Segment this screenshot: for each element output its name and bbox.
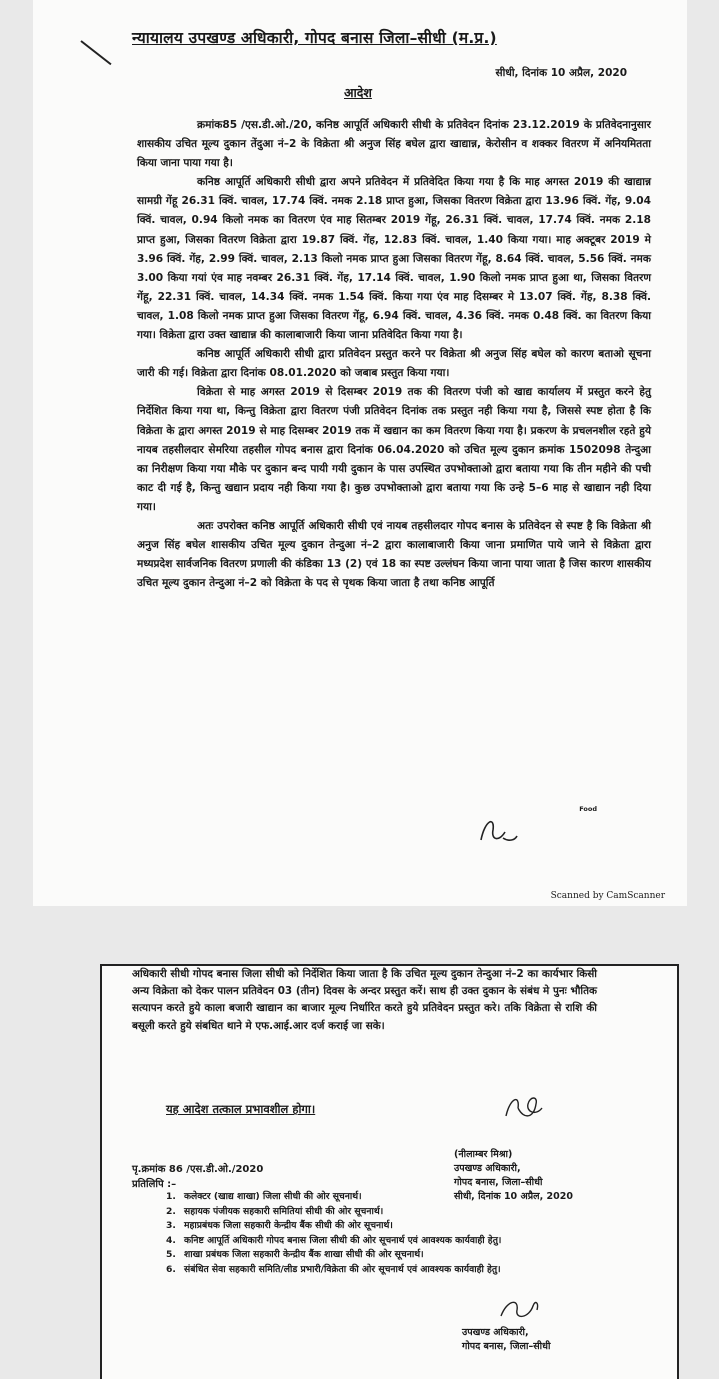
list-item: 1. कलेक्टर (खाद्य शाखा) जिला सीधी की ओर सूचनार्थ। <box>166 1191 362 1202</box>
list-item: 5. शाखा प्रबंधक जिला सहकारी केन्द्रीय बैंक शाखा सीधी की ओर सूचनार्थ। <box>166 1249 424 1260</box>
order-heading: आदेश <box>344 85 372 100</box>
court-title: न्यायालय उपखण्ड अधिकारी, गोपद बनास जिला–सीधी (म.प्र.) <box>132 29 497 47</box>
footer-tag: Food <box>579 805 597 813</box>
final-signature-mark <box>497 1294 543 1324</box>
continuation-paragraph: अधिकारी सीधी गोपद बनास जिला सीधी को निर्देशित किया जाता है कि उचित मूल्य दुकान तेन्दुआ नं–2 का कार्यभार किसी अन्य विक्रेता को देकर पालन प्रतिवेदन 03 (तीन) दिवस के अन्दर प्रस्तुत करें। साथ ही उक्त दुकान के संबंध मे पुनः भौतिक सत्यापन करते हुये काला बजारी खाद्यान का बाजार मूल्य निर्धारित करते हुये प्रतिवेदन प्रस्तुत करे। तकि विक्रेता से राशि की बसूली करते हुये संबधित थाने मे एफ.आई.आर दर्ज कराई जा सके। <box>132 968 597 1032</box>
continuation-body <box>132 966 597 1035</box>
copy-to-list <box>166 1190 606 1277</box>
scanner-watermark: Scanned by CamScanner <box>550 891 665 901</box>
effective-line: यह आदेश तत्काल प्रभावशील होगा। <box>166 1102 316 1116</box>
paragraph-3: कनिष्ठ आपूर्ति अधिकारी सीधी द्वारा प्रतिवेदन प्रस्तुत करने पर विक्रेता श्री अनुज सिंह बघेल को कारण बताओ सूचना जारी की गई। विक्रेता द्वारा दिनांक 08.01.2020 को जबाब प्रस्तुत किया गया। <box>137 348 651 380</box>
officer-date: सीधी, दिनांक 10 अप्रैल, 2020 <box>454 1191 573 1202</box>
officer-designation: उपखण्ड अधिकारी, <box>454 1163 521 1174</box>
order-page-1 <box>33 0 687 906</box>
initials-signature <box>473 810 523 850</box>
order-dateline: सीधी, दिनांक 10 अप्रैल, 2020 <box>495 67 627 79</box>
paragraph-5: अतः उपरोक्त कनिष्ठ आपूर्ति अधिकारी सीधी एवं नायब तहसीलदार गोपद बनास के प्रतिवेदन से स्पष्ट है कि विक्रेता श्री अनुज सिंह बघेल शासकीय उचित मूल्य दुकान तेन्दुआ नं–2 द्वारा कालाबाजारी किया जाना प्रमाणित पाये जाने से विक्रेता द्वारा मध्यप्रदेश सार्वजनिक वितरण प्रणाली की कंडिका 13 (2) एवं 18 का स्पष्ट उल्लंघन किया जाना पाया जाता है जिस कारण शासकीय उचित मूल्य दुकान तेन्दुआ नं–2 को विक्रेता के पद से पृथक किया जाता है तथा कनिष्ठ आपूर्ति <box>137 519 651 590</box>
order-body <box>137 116 651 593</box>
paragraph-2: कनिष्ठ आपूर्ति अधिकारी सीधी द्वारा अपने प्रतिवेदन में प्रतिवेदित किया गया है कि माह अगस्त 2019 की खाद्यान्न सामग्री गेंहू 26.31 क्विं. चावल, 17.74 क्विं. नमक 2.18 प्राप्त हुआ, जिसका वितरण विक्रेता द्वारा 13.96 क्विं. गेंह, 9.04 क्विं. चावल, 0.94 किलो नमक का वितरण एंव माह सितम्बर 2019 गेंहू, 26.31 क्विं. चावल, 17.74 क्विं. नमक 2.18 प्राप्त हुआ, जिसका वितरण विक्रेता द्वारा 19.87 क्विं. गेंह, 12.83 क्विं. चावल, 1.40 किया गया। माह अक्टूबर 2019 मे 3.96 क्विं. गेंह, 2.99 क्विं. चावल, 2.13 किलो नमक प्राप्त हुआ जिसका वितरण गेंहू, 8.64 क्विं. चावल, 5.56 क्विं. नमक 3.00 किया गयां एंव माह नवम्बर 26.31 क्विं. गेंह, 17.14 क्विं. चावल, 1.90 किलो नमक प्राप्त हुआ था, जिसका वितरण गेंहू, 22.31 क्विं. चावल, 14.34 क्विं. नमक 1.54 क्विं. किया गया एंव माह दिसम्बर मे 13.07 क्विं. गेंह, 8.38 क्विं. चावल, 1.08 किलो नमक प्राप्त हुआ जिसका वितरण गेंहू, 6.94 क्विं. चावल, 4.36 क्विं. नमक 0.48 क्विं. का वितरण किया गया। विक्रेता द्वारा उक्त खाद्यान्न की कालाबाजारी किया जाना प्रतिवेदित किया गया है। <box>137 176 651 342</box>
list-item: 2. सहायक पंजीयक सहकारी समितियां सीधी की ओर सूचनार्थ। <box>166 1205 384 1217</box>
list-item: 3. महाप्रबंधक जिला सहकारी केन्द्रीय बैंक सीधी की ओर सूचनार्थ। <box>166 1220 393 1231</box>
list-item: 6. संबंधित सेवा सहकारी समिति/लीड प्रभारी/विक्रेता की ओर सूचनार्थ एवं आवश्यक कार्यवाही हेतु। <box>166 1263 501 1275</box>
order-page-2 <box>100 964 679 1379</box>
final-signature-block <box>462 1326 550 1354</box>
officer-location: गोपद बनास, जिला–सीधी <box>454 1177 543 1188</box>
copy-to-label: प्रतिलिपि :– <box>132 1179 177 1190</box>
officer-name: (नीलाम्बर मिश्रा) <box>454 1149 513 1160</box>
final-designation: उपखण्ड अधिकारी, <box>462 1327 529 1338</box>
endorsement-number: पृ.क्रमांक 86 /एस.डी.ओ./2020 <box>132 1164 264 1175</box>
final-location: गोपद बनास, जिला–सीधी <box>462 1341 551 1352</box>
pen-stroke-mark <box>80 40 111 65</box>
officer-signature <box>500 1090 546 1124</box>
paragraph-1: क्रमांक85 /एस.डी.ओ./20, कनिष्ठ आपूर्ति अधिकारी सीधी के प्रतिवेदन दिनांक 23.12.2019 के प्रतिवेदनानुसार शासकीय उचित मूल्य दुकान तेंदुआ नं–2 के विक्रेता श्री अनुज सिंह बघेल द्वारा खाद्यान्न, केरोसीन व शक्कर वितरण में अनियमितता किया जाना पाया गया है। <box>137 119 651 170</box>
paragraph-4: विक्रेता से माह अगस्त 2019 से दिसम्बर 2019 तक की वितरण पंजी को खाद्य कार्यालय में प्रस्तुत करने हेतु निर्देशित किया गया था, किन्तु विक्रेता द्वारा वितरण पंजी प्रतिवेदन दिनांक तक प्रस्तुत नही किया गया है, जिससे स्पष्ट होता है कि विक्रेता के द्वारा अगस्त 2019 से माह दिसम्बर 2019 तक में खद्यान का कम वितरण किया गया है। प्रकरण के प्रचलनशील रहते हुये नायब तहसीलदार सेमरिया तहसील गोपद बनास द्वारा दिनांक 06.04.2020 को उचित मूल्य दुकान क्रमांक 1502098 तेन्दुआ का निरीक्षण किया गया मौके पर दुकान बन्द पायी गयी दुकान के पास उपस्थित उपभोक्ताओ द्वारा बताया गया कि तीन महीने की पची काट दी गई है, किन्तु खद्यान प्रदाय नही किया गया है। कुछ उपभोक्ताओ द्वारा बताया गया कि उन्हे 5–6 माह से खाद्यान नही दिया गया। <box>137 386 651 513</box>
list-item: 4. कनिष्ट आपूर्ति अधिकारी गोपद बनास जिला सीधी की ओर सूचनार्थ एवं आवश्यक कार्यवाही हेतु। <box>166 1234 502 1246</box>
